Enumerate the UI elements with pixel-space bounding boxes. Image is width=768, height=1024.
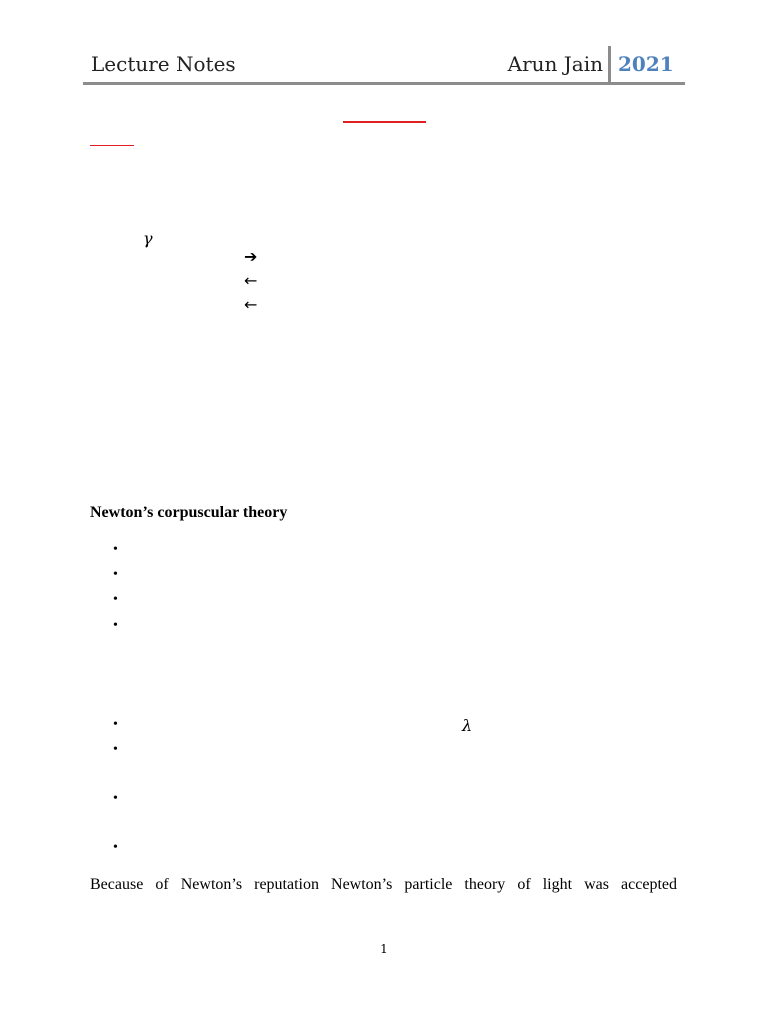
red-underline-title [343,121,426,123]
header-author: Arun Jain [507,52,603,76]
header-year: 2021 [618,52,674,76]
bullet-point: • [113,618,118,633]
section-heading: Newton’s corpuscular theory [90,504,288,521]
header-rule [83,82,685,85]
left-arrow-icon: ← [244,271,258,290]
bullet-point: • [113,791,118,806]
bullet-point: • [113,592,118,607]
bullet-point: • [113,542,118,557]
bullet-point: • [113,742,118,757]
left-arrow-icon: ← [244,295,258,314]
lambda-symbol: λ [462,716,473,735]
header-title: Lecture Notes [91,52,236,76]
right-arrow-icon: ➔ [244,247,258,266]
header-separator [608,46,611,84]
body-paragraph: Because of Newton’s reputation Newton’s particle theory of light was accepted [90,876,677,893]
bullet-point: • [113,840,118,855]
page-number: 1 [380,942,388,956]
red-underline-subtitle [90,145,134,146]
bullet-point: • [113,717,118,732]
gamma-symbol: γ [143,229,153,248]
bullet-point: • [113,567,118,582]
